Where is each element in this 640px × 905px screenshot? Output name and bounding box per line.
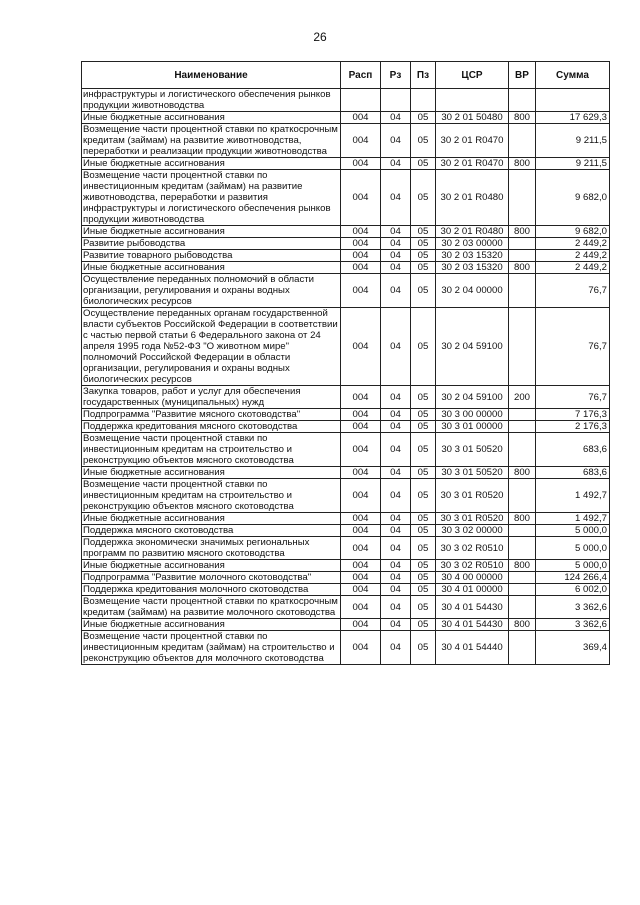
cell-pr: 05 (411, 525, 436, 537)
cell-vr (509, 537, 536, 560)
cell-csr: 30 2 01 R0480 (436, 170, 509, 226)
header-csr: ЦСР (436, 62, 509, 89)
cell-csr: 30 3 02 00000 (436, 525, 509, 537)
table-row (82, 250, 610, 262)
cell-name: Иные бюджетные ассигнования (82, 112, 341, 124)
table-row (82, 409, 610, 421)
cell-csr: 30 2 03 15320 (436, 262, 509, 274)
cell-pr: 05 (411, 112, 436, 124)
cell-name: Иные бюджетные ассигнования (82, 467, 341, 479)
cell-csr: 30 3 01 50520 (436, 467, 509, 479)
cell-sum: 9 211,5 (536, 124, 610, 158)
cell-rz: 04 (381, 262, 411, 274)
cell-rz: 04 (381, 170, 411, 226)
table-row (82, 560, 610, 572)
cell-vr (509, 89, 536, 112)
cell-name: Иные бюджетные ассигнования (82, 560, 341, 572)
table-row (82, 112, 610, 124)
table-row (82, 479, 610, 513)
cell-vr (509, 170, 536, 226)
cell-vr (509, 584, 536, 596)
cell-rz: 04 (381, 467, 411, 479)
cell-csr: 30 4 01 54430 (436, 596, 509, 619)
cell-vr (509, 596, 536, 619)
cell-pr: 05 (411, 308, 436, 386)
cell-sum: 76,7 (536, 386, 610, 409)
cell-pr: 05 (411, 409, 436, 421)
cell-rz: 04 (381, 409, 411, 421)
header-name: Наименование (82, 62, 341, 89)
table-header-row (82, 62, 610, 89)
table-row (82, 513, 610, 525)
cell-sum: 76,7 (536, 274, 610, 308)
cell-csr: 30 3 02 R0510 (436, 537, 509, 560)
cell-name: Иные бюджетные ассигнования (82, 513, 341, 525)
cell-rz: 04 (381, 250, 411, 262)
table-row (82, 584, 610, 596)
cell-csr: 30 2 04 00000 (436, 274, 509, 308)
cell-rasp: 004 (341, 386, 381, 409)
cell-pr: 05 (411, 250, 436, 262)
cell-pr: 05 (411, 513, 436, 525)
cell-rz: 04 (381, 631, 411, 665)
cell-pr: 05 (411, 596, 436, 619)
table-row (82, 89, 610, 112)
cell-csr: 30 3 02 R0510 (436, 560, 509, 572)
cell-vr: 800 (509, 112, 536, 124)
cell-rasp: 004 (341, 226, 381, 238)
table-row (82, 308, 610, 386)
cell-rasp: 004 (341, 170, 381, 226)
cell-vr: 800 (509, 513, 536, 525)
cell-csr: 30 3 01 50520 (436, 433, 509, 467)
cell-rasp: 004 (341, 619, 381, 631)
cell-csr: 30 4 01 00000 (436, 584, 509, 596)
cell-sum: 6 002,0 (536, 584, 610, 596)
cell-sum: 76,7 (536, 308, 610, 386)
cell-pr: 05 (411, 467, 436, 479)
cell-rasp: 004 (341, 433, 381, 467)
cell-vr (509, 631, 536, 665)
cell-sum: 5 000,0 (536, 560, 610, 572)
cell-rasp: 004 (341, 572, 381, 584)
cell-sum: 2 176,3 (536, 421, 610, 433)
cell-pr: 05 (411, 572, 436, 584)
cell-name: Поддержка кредитования молочного скотоводства (82, 584, 341, 596)
cell-rz (381, 89, 411, 112)
table-row (82, 238, 610, 250)
cell-rz: 04 (381, 479, 411, 513)
table-row (82, 274, 610, 308)
cell-rz: 04 (381, 537, 411, 560)
cell-csr: 30 4 01 54430 (436, 619, 509, 631)
cell-pr: 05 (411, 537, 436, 560)
table-row (82, 596, 610, 619)
cell-csr: 30 3 00 00000 (436, 409, 509, 421)
table-row (82, 386, 610, 409)
table-row (82, 631, 610, 665)
cell-sum: 7 176,3 (536, 409, 610, 421)
cell-name: Возмещение части процентной ставки по инвестиционным кредитам на строительство и реконструкцию объектов мясного скотоводства (82, 433, 341, 467)
cell-vr: 800 (509, 262, 536, 274)
cell-sum: 2 449,2 (536, 250, 610, 262)
cell-sum: 1 492,7 (536, 513, 610, 525)
cell-vr (509, 238, 536, 250)
cell-rasp: 004 (341, 238, 381, 250)
cell-name: Иные бюджетные ассигнования (82, 619, 341, 631)
cell-rasp: 004 (341, 158, 381, 170)
header-vr: ВР (509, 62, 536, 89)
table-body (82, 89, 610, 665)
cell-rz: 04 (381, 238, 411, 250)
cell-csr: 30 2 01 R0480 (436, 226, 509, 238)
cell-rz: 04 (381, 619, 411, 631)
table-row (82, 433, 610, 467)
cell-vr (509, 274, 536, 308)
cell-rz: 04 (381, 124, 411, 158)
cell-name: Возмещение части процентной ставки по краткосрочным кредитам (займам) на развитие молочного скотоводства (82, 596, 341, 619)
cell-vr: 800 (509, 619, 536, 631)
cell-rz: 04 (381, 596, 411, 619)
cell-rz: 04 (381, 274, 411, 308)
cell-sum: 2 449,2 (536, 238, 610, 250)
cell-name: Осуществление переданных органам государственной власти субъектов Российской Федерации в соответствии с частью первой статьи 6 Федерального закона от 24 апреля 1995 года №52-ФЗ "О животном мире" полномочий Российской Федерации в области организации, регулирования и охраны водных биологических ресурсов (82, 308, 341, 386)
cell-sum: 17 629,3 (536, 112, 610, 124)
cell-vr (509, 572, 536, 584)
cell-rz: 04 (381, 525, 411, 537)
cell-sum: 683,6 (536, 433, 610, 467)
cell-name: Поддержка экономически значимых региональных программ по развитию мясного скотоводства (82, 537, 341, 560)
cell-vr (509, 433, 536, 467)
header-pr: Пз (411, 62, 436, 89)
cell-pr: 05 (411, 170, 436, 226)
cell-csr: 30 2 01 R0470 (436, 124, 509, 158)
cell-name: Осуществление переданных полномочий в области организации, регулирования и охраны водных биологических ресурсов (82, 274, 341, 308)
cell-rasp: 004 (341, 421, 381, 433)
header-rasp: Расп (341, 62, 381, 89)
table-row (82, 226, 610, 238)
cell-rasp: 004 (341, 584, 381, 596)
cell-rasp: 004 (341, 525, 381, 537)
cell-sum: 124 266,4 (536, 572, 610, 584)
cell-rasp: 004 (341, 274, 381, 308)
cell-csr (436, 89, 509, 112)
cell-rz: 04 (381, 572, 411, 584)
cell-sum: 9 682,0 (536, 226, 610, 238)
cell-pr (411, 89, 436, 112)
cell-rasp: 004 (341, 250, 381, 262)
cell-pr: 05 (411, 631, 436, 665)
cell-sum: 3 362,6 (536, 619, 610, 631)
cell-pr: 05 (411, 124, 436, 158)
cell-name: Подпрограмма "Развитие молочного скотоводства" (82, 572, 341, 584)
cell-vr: 800 (509, 226, 536, 238)
cell-pr: 05 (411, 479, 436, 513)
cell-name: Развитие товарного рыбоводства (82, 250, 341, 262)
cell-pr: 05 (411, 560, 436, 572)
cell-csr: 30 4 00 00000 (436, 572, 509, 584)
cell-vr: 800 (509, 560, 536, 572)
cell-pr: 05 (411, 584, 436, 596)
cell-rasp: 004 (341, 112, 381, 124)
cell-vr (509, 409, 536, 421)
cell-rasp: 004 (341, 479, 381, 513)
cell-csr: 30 2 04 59100 (436, 386, 509, 409)
cell-rz: 04 (381, 308, 411, 386)
cell-vr: 200 (509, 386, 536, 409)
cell-csr: 30 3 01 00000 (436, 421, 509, 433)
cell-rz: 04 (381, 386, 411, 409)
table-row (82, 262, 610, 274)
cell-pr: 05 (411, 619, 436, 631)
cell-csr: 30 4 01 54440 (436, 631, 509, 665)
cell-csr: 30 3 01 R0520 (436, 513, 509, 525)
cell-vr (509, 308, 536, 386)
cell-rz: 04 (381, 584, 411, 596)
cell-vr (509, 250, 536, 262)
cell-rz: 04 (381, 421, 411, 433)
cell-pr: 05 (411, 433, 436, 467)
cell-rz: 04 (381, 112, 411, 124)
cell-rasp: 004 (341, 409, 381, 421)
cell-name: Подпрограмма "Развитие мясного скотоводства" (82, 409, 341, 421)
cell-csr: 30 2 01 R0470 (436, 158, 509, 170)
cell-rasp: 004 (341, 560, 381, 572)
table-row (82, 421, 610, 433)
cell-vr (509, 479, 536, 513)
cell-rasp: 004 (341, 596, 381, 619)
cell-pr: 05 (411, 226, 436, 238)
cell-sum: 9 682,0 (536, 170, 610, 226)
table-row (82, 124, 610, 158)
table-row (82, 525, 610, 537)
cell-vr: 800 (509, 158, 536, 170)
cell-rasp: 004 (341, 537, 381, 560)
cell-pr: 05 (411, 274, 436, 308)
table-row (82, 537, 610, 560)
header-rz: Рз (381, 62, 411, 89)
table-row (82, 572, 610, 584)
cell-rz: 04 (381, 226, 411, 238)
header-sum: Сумма (536, 62, 610, 89)
cell-name: Закупка товаров, работ и услуг для обеспечения государственных (муниципальных) нужд (82, 386, 341, 409)
table-row (82, 170, 610, 226)
cell-sum: 683,6 (536, 467, 610, 479)
cell-sum: 5 000,0 (536, 525, 610, 537)
cell-name: инфраструктуры и логистического обеспечения рынков продукции животноводства (82, 89, 341, 112)
cell-name: Развитие рыбоводства (82, 238, 341, 250)
cell-sum (536, 89, 610, 112)
cell-rz: 04 (381, 158, 411, 170)
cell-sum: 1 492,7 (536, 479, 610, 513)
cell-csr: 30 2 03 00000 (436, 238, 509, 250)
cell-pr: 05 (411, 238, 436, 250)
cell-vr (509, 421, 536, 433)
cell-rasp: 004 (341, 124, 381, 158)
cell-vr (509, 124, 536, 158)
cell-rasp: 004 (341, 631, 381, 665)
cell-name: Иные бюджетные ассигнования (82, 262, 341, 274)
cell-name: Возмещение части процентной ставки по инвестиционным кредитам (займам) на строительство и реконструкцию объектов для молочного скотоводства (82, 631, 341, 665)
cell-sum: 9 211,5 (536, 158, 610, 170)
cell-pr: 05 (411, 421, 436, 433)
table-row (82, 467, 610, 479)
cell-pr: 05 (411, 158, 436, 170)
cell-name: Возмещение части процентной ставки по краткосрочным кредитам (займам) на развитие животноводства, переработки и реализации продукции животноводства (82, 124, 341, 158)
cell-csr: 30 2 04 59100 (436, 308, 509, 386)
cell-pr: 05 (411, 262, 436, 274)
cell-vr (509, 525, 536, 537)
cell-name: Иные бюджетные ассигнования (82, 226, 341, 238)
cell-name: Возмещение части процентной ставки по инвестиционным кредитам (займам) на развитие животноводства, переработки и развития инфраструктуры и логистического обеспечения рынков продукции животноводства (82, 170, 341, 226)
cell-rasp (341, 89, 381, 112)
cell-rz: 04 (381, 433, 411, 467)
cell-rz: 04 (381, 560, 411, 572)
cell-name: Поддержка мясного скотоводства (82, 525, 341, 537)
cell-name: Поддержка кредитования мясного скотоводства (82, 421, 341, 433)
table-row (82, 619, 610, 631)
cell-sum: 2 449,2 (536, 262, 610, 274)
cell-csr: 30 2 03 15320 (436, 250, 509, 262)
table-row (82, 158, 610, 170)
cell-sum: 5 000,0 (536, 537, 610, 560)
cell-rasp: 004 (341, 262, 381, 274)
cell-rasp: 004 (341, 308, 381, 386)
cell-rasp: 004 (341, 467, 381, 479)
cell-vr: 800 (509, 467, 536, 479)
cell-name: Иные бюджетные ассигнования (82, 158, 341, 170)
budget-table (81, 61, 610, 665)
page-number: 26 (313, 30, 327, 44)
cell-rasp: 004 (341, 513, 381, 525)
cell-sum: 369,4 (536, 631, 610, 665)
cell-rz: 04 (381, 513, 411, 525)
cell-csr: 30 2 01 50480 (436, 112, 509, 124)
cell-name: Возмещение части процентной ставки по инвестиционным кредитам на строительство и реконструкцию объектов мясного скотоводства (82, 479, 341, 513)
cell-pr: 05 (411, 386, 436, 409)
cell-csr: 30 3 01 R0520 (436, 479, 509, 513)
cell-sum: 3 362,6 (536, 596, 610, 619)
